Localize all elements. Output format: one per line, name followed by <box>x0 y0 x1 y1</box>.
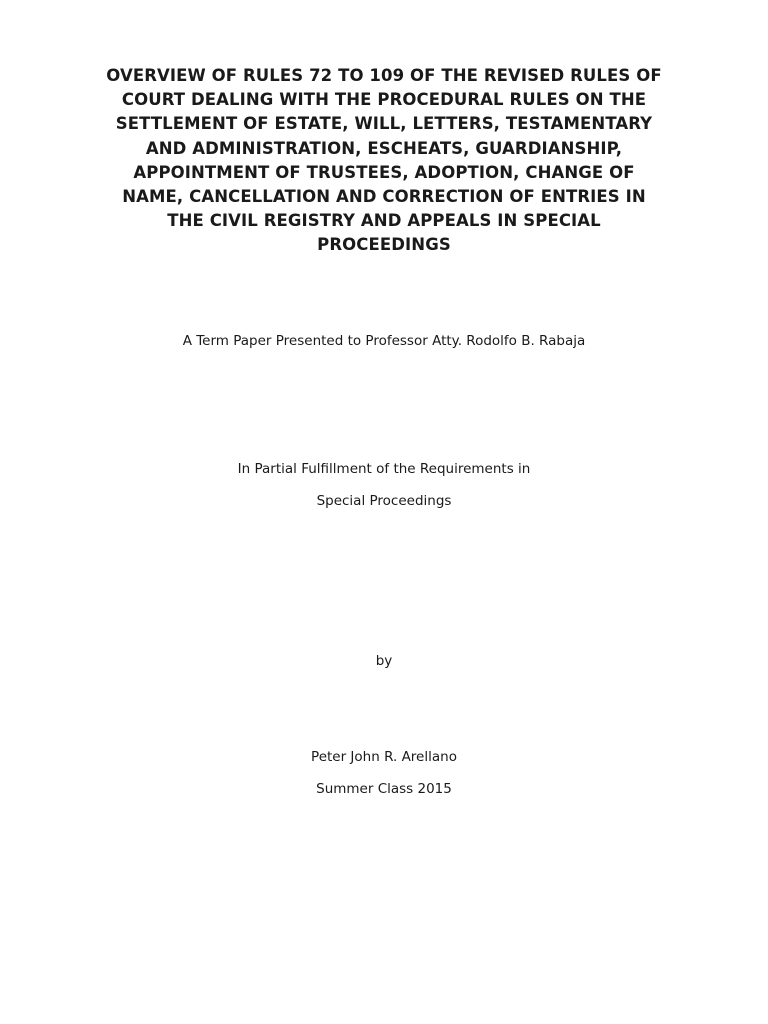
title-line-8: PROCEEDINGS <box>317 235 451 255</box>
title-line-3: SETTLEMENT OF ESTATE, WILL, LETTERS, TESTAMENTARY <box>115 114 653 134</box>
course-line: Special Proceedings <box>316 493 452 509</box>
title-line-4: AND ADMINISTRATION, ESCHEATS, GUARDIANSHIP, <box>145 138 623 158</box>
class-line: Summer Class 2015 <box>316 781 452 797</box>
author-name: Peter John R. Arellano <box>311 749 457 765</box>
title-line-6: NAME, CANCELLATION AND CORRECTION OF ENTRIES IN <box>122 187 646 207</box>
page-title <box>80 64 688 258</box>
title-line-5: APPOINTMENT OF TRUSTEES, ADOPTION, CHANGE OF <box>133 162 635 182</box>
by-line: by <box>375 653 393 669</box>
presented-to-line: A Term Paper Presented to Professor Atty. Rodolfo B. Rabaja <box>182 333 586 349</box>
title-line-2: COURT DEALING WITH THE PROCEDURAL RULES ON THE <box>121 90 647 110</box>
title-line-7: THE CIVIL REGISTRY AND APPEALS IN SPECIAL <box>167 211 601 231</box>
fulfillment-line: In Partial Fulfillment of the Requirements in <box>237 461 531 477</box>
title-line-1: OVERVIEW OF RULES 72 TO 109 OF THE REVISED RULES OF <box>106 66 662 85</box>
